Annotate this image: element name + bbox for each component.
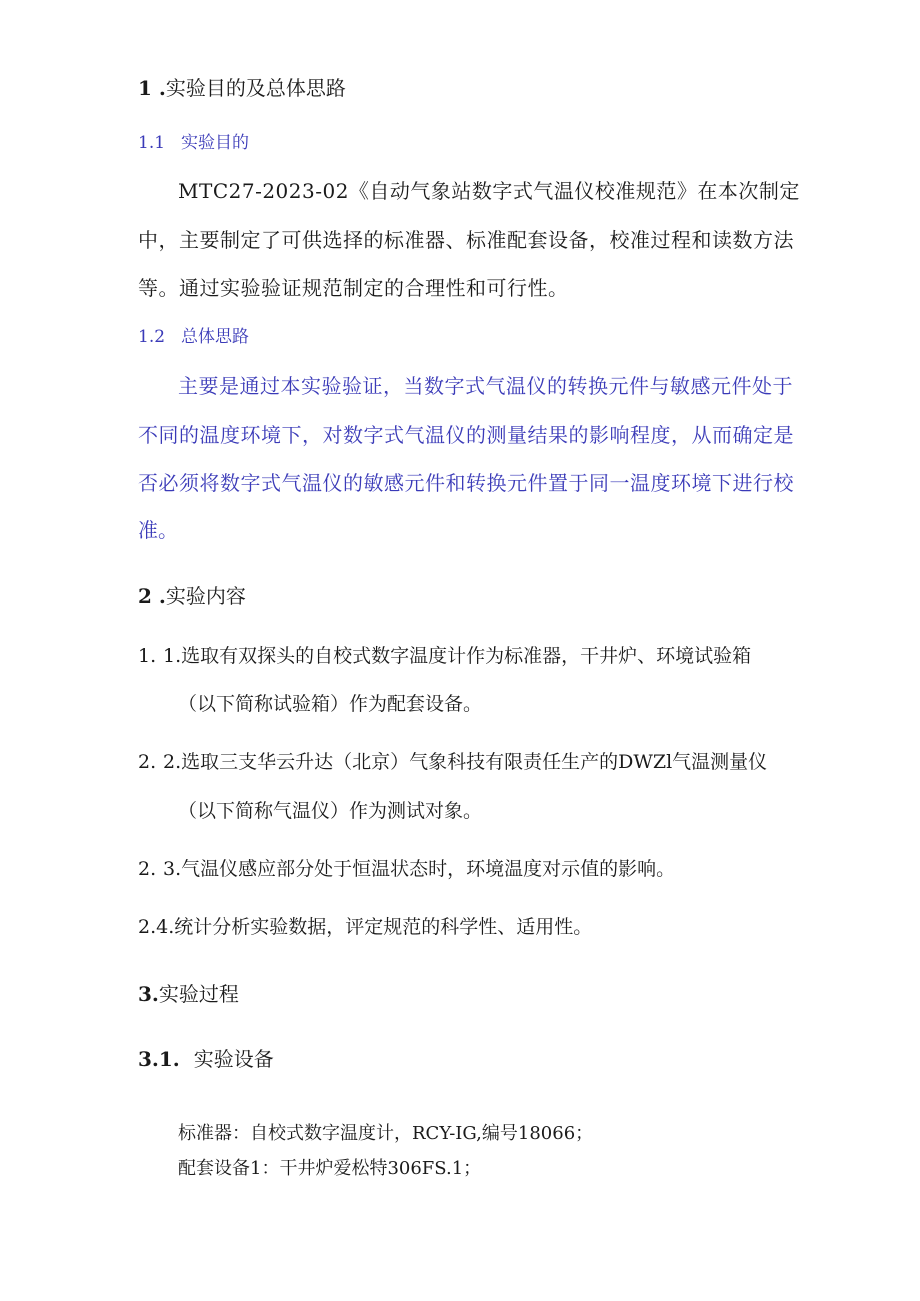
subsection-1-2-title: 总体思路 [181, 327, 250, 347]
list-item-3-line-1: 3.气温仪感应部分处于恒温状态时，环境温度对示值的影响。 [163, 858, 676, 880]
subsection-1-2-number: 1.2 [138, 327, 166, 347]
list-item-2-line-1: 2.选取三支华云升达（北京）气象科技有限责任生产的DWZl气温测量仪 [163, 751, 768, 773]
subsection-1-1-title: 实验目的 [181, 133, 250, 153]
section-2-title: 实验内容 [165, 584, 246, 608]
section-1-title: 实验目的及总体思路 [165, 76, 346, 100]
section-3-number: 3. [138, 982, 159, 1006]
section-3-title: 实验过程 [158, 982, 239, 1006]
paragraph-2-line-4: 准。 [138, 518, 178, 542]
paragraph-1-line-3: 等。通过实验验证规范制定的合理性和可行性。 [138, 276, 569, 300]
subsection-1-1-heading [138, 129, 249, 157]
section-2-number: 2 . [138, 584, 166, 608]
list-item-2-line-2: （以下简称气温仪）作为测试对象。 [178, 800, 483, 822]
subsection-3-1-title: 实验设备 [193, 1047, 274, 1071]
paragraph-2-line-2: 不同的温度环境下，对数字式气温仪的测量结果的影响程度，从而确定是 [138, 423, 794, 447]
subsection-3-1-number: 3.1. [138, 1047, 180, 1071]
paragraph-2-line-3: 否必须将数字式气温仪的敏感元件和转换元件置于同一温度环境下进行校 [138, 471, 794, 495]
list-item-1-number: 1. [138, 645, 157, 667]
list-item-2-number: 2. [138, 751, 157, 773]
paragraph-1-line-1: MTC27-2023-02《自动气象站数字式气温仪校准规范》在本次制定 [178, 179, 800, 203]
list-item-1-line-2: （以下简称试验箱）作为配套设备。 [178, 693, 483, 715]
section-1-heading [138, 74, 346, 102]
section-1-number: 1 . [138, 76, 166, 100]
paragraph-2-line-1: 主要是通过本实验验证，当数字式气温仪的转换元件与敏感元件处于 [178, 374, 793, 398]
subsection-1-1-number: 1.1 [138, 133, 166, 153]
spec-line-1: 标准器：自校式数字温度计，RCY-IG,编号18066； [178, 1123, 594, 1144]
list-item-1-line-1: 1.选取有双探头的自校式数字温度计作为标准器，干井炉、环境试验箱 [163, 645, 752, 667]
list-item-3-number: 2. [138, 858, 157, 880]
spec-line-2: 配套设备1：干井炉爱松特306FS.1； [178, 1158, 482, 1179]
subsection-3-1-heading [138, 1045, 274, 1073]
list-item-4-line-1: 2.4.统计分析实验数据，评定规范的科学性、适用性。 [138, 916, 593, 938]
section-2-heading [138, 582, 246, 610]
paragraph-1-line-2: 中，主要制定了可供选择的标准器、标准配套设备，校准过程和读数方法 [138, 228, 794, 252]
subsection-1-2-heading [138, 323, 249, 351]
section-3-heading [138, 980, 239, 1008]
